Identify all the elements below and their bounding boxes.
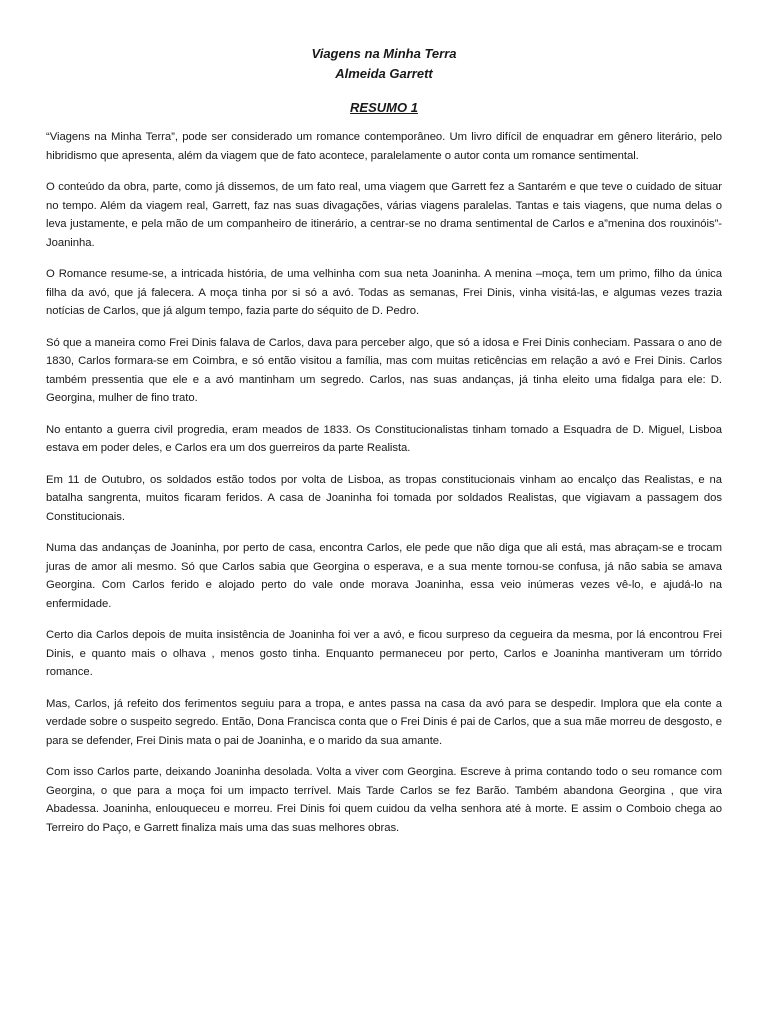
paragraph: Numa das andanças de Joaninha, por perto de casa, encontra Carlos, ele pede que não diga que ali está, mas abraçam-se e trocam juras de amor ali mesmo. Só que Carlos sabia que Georgina o esperava, e a sua mente tornou-se confusa, já não sabia se amava Georgina. Com Carlos ferido e alojado perto do vale onde morava Joaninha, essa veio inúmeras vezes vê-lo, e ajudá-lo na enfermidade. <box>46 542 722 610</box>
document-title: Viagens na Minha Terra <box>311 46 457 61</box>
paragraph: Com isso Carlos parte, deixando Joaninha desolada. Volta a viver com Georgina. Escreve à prima contando todo o seu romance com Georgina, o que para a moça foi um impacto terrível. Mais Tarde Carlos se fez Barão. Também abandona Georgina , que vira Abadessa. Joaninha, enlouqueceu e morreu. Frei Dinis foi quem cuidou da velha senhora até à morte. E assim o Comboio chega ao Terreiro do Paço, e Garrett finaliza mais uma das suas melhores obras. <box>46 766 722 834</box>
paragraph: O conteúdo da obra, parte, como já dissemos, de um fato real, uma viagem que Garrett fez a Santarém e que teve o cuidado de situar no tempo. Além da viagem real, Garrett, faz nas suas divagações, várias viagens paralelas. Tantas e tais viagens, que numa delas o leva justamente, e pela mão de um companheiro de itinerário, a centrar-se no drama sentimental de Carlos e a”menina dos rouxinóis”- Joaninha. <box>46 181 722 249</box>
paragraph: Mas, Carlos, já refeito dos ferimentos seguiu para a tropa, e antes passa na casa da avó para se despedir. Implora que ela conte a verdade sobre o suspeito segredo. Então, Dona Francisca conta que o Frei Dinis é pai de Carlos, que a sua mãe morreu de desgosto, e para se defender, Frei Dinis mata o pai de Joaninha, e o marido da sua amante. <box>46 697 722 747</box>
document-author: Almeida Garrett <box>335 66 433 81</box>
document-page <box>46 44 722 850</box>
paragraph: Só que a maneira como Frei Dinis falava de Carlos, dava para perceber algo, que só a idosa e Frei Dinis conheciam. Passara o ano de 1830, Carlos formara-se em Coimbra, e só então visitou a família, mas com muitas reticências em relação a avó e Frei Dinis. Carlos também pressentia que ele e a avó mantinham um segredo. Carlos, nas suas andanças, já tinha eleito uma fidalga para ele: D. Georgina, mulher de fino trato. <box>46 336 722 404</box>
paragraph: O Romance resume-se, a intricada história, de uma velhinha com sua neta Joaninha. A menina –moça, tem um primo, filho da única filha da avó, que já falecera. A moça tinha por si só a avó. Todas as semanas, Frei Dinis, vinha visitá-las, e algumas vezes trazia notícias de Carlos, que já algum tempo, fazia parte do séquito de D. Pedro. <box>46 268 722 317</box>
paragraph: Em 11 de Outubro, os soldados estão todos por volta de Lisboa, as tropas constitucionais vinham ao encalço das Realistas, e na batalha sangrenta, muitos ficaram feridos. A casa de Joaninha foi tomada por soldados Realistas, que vigiavam a passagem dos Constitucionais. <box>46 473 722 523</box>
document-subtitle: RESUMO 1 <box>350 100 418 115</box>
paragraph: Certo dia Carlos depois de muita insistência de Joaninha foi ver a avó, e ficou surpreso da cegueira da mesma, por lá encontrou Frei Dinis, e quanto mais o olhava , menos gosto tinha. Enquanto permaneceu por perto, Carlos e Joaninha mantiveram um tórrido romance. <box>46 629 722 678</box>
paragraph: No entanto a guerra civil progredia, eram meados de 1833. Os Constitucionalistas tinham tomado a Esquadra de D. Miguel, Lisboa estava em poder deles, e Carlos era um dos guerreiros da parte Realista. <box>46 423 722 454</box>
paragraph: “Viagens na Minha Terra”, pode ser considerado um romance contemporâneo. Um livro difícil de enquadrar em gênero literário, pelo hibridismo que apresenta, além da viagem que de fato acontece, paralelamente o autor conta um romance sentimental. <box>46 131 722 162</box>
